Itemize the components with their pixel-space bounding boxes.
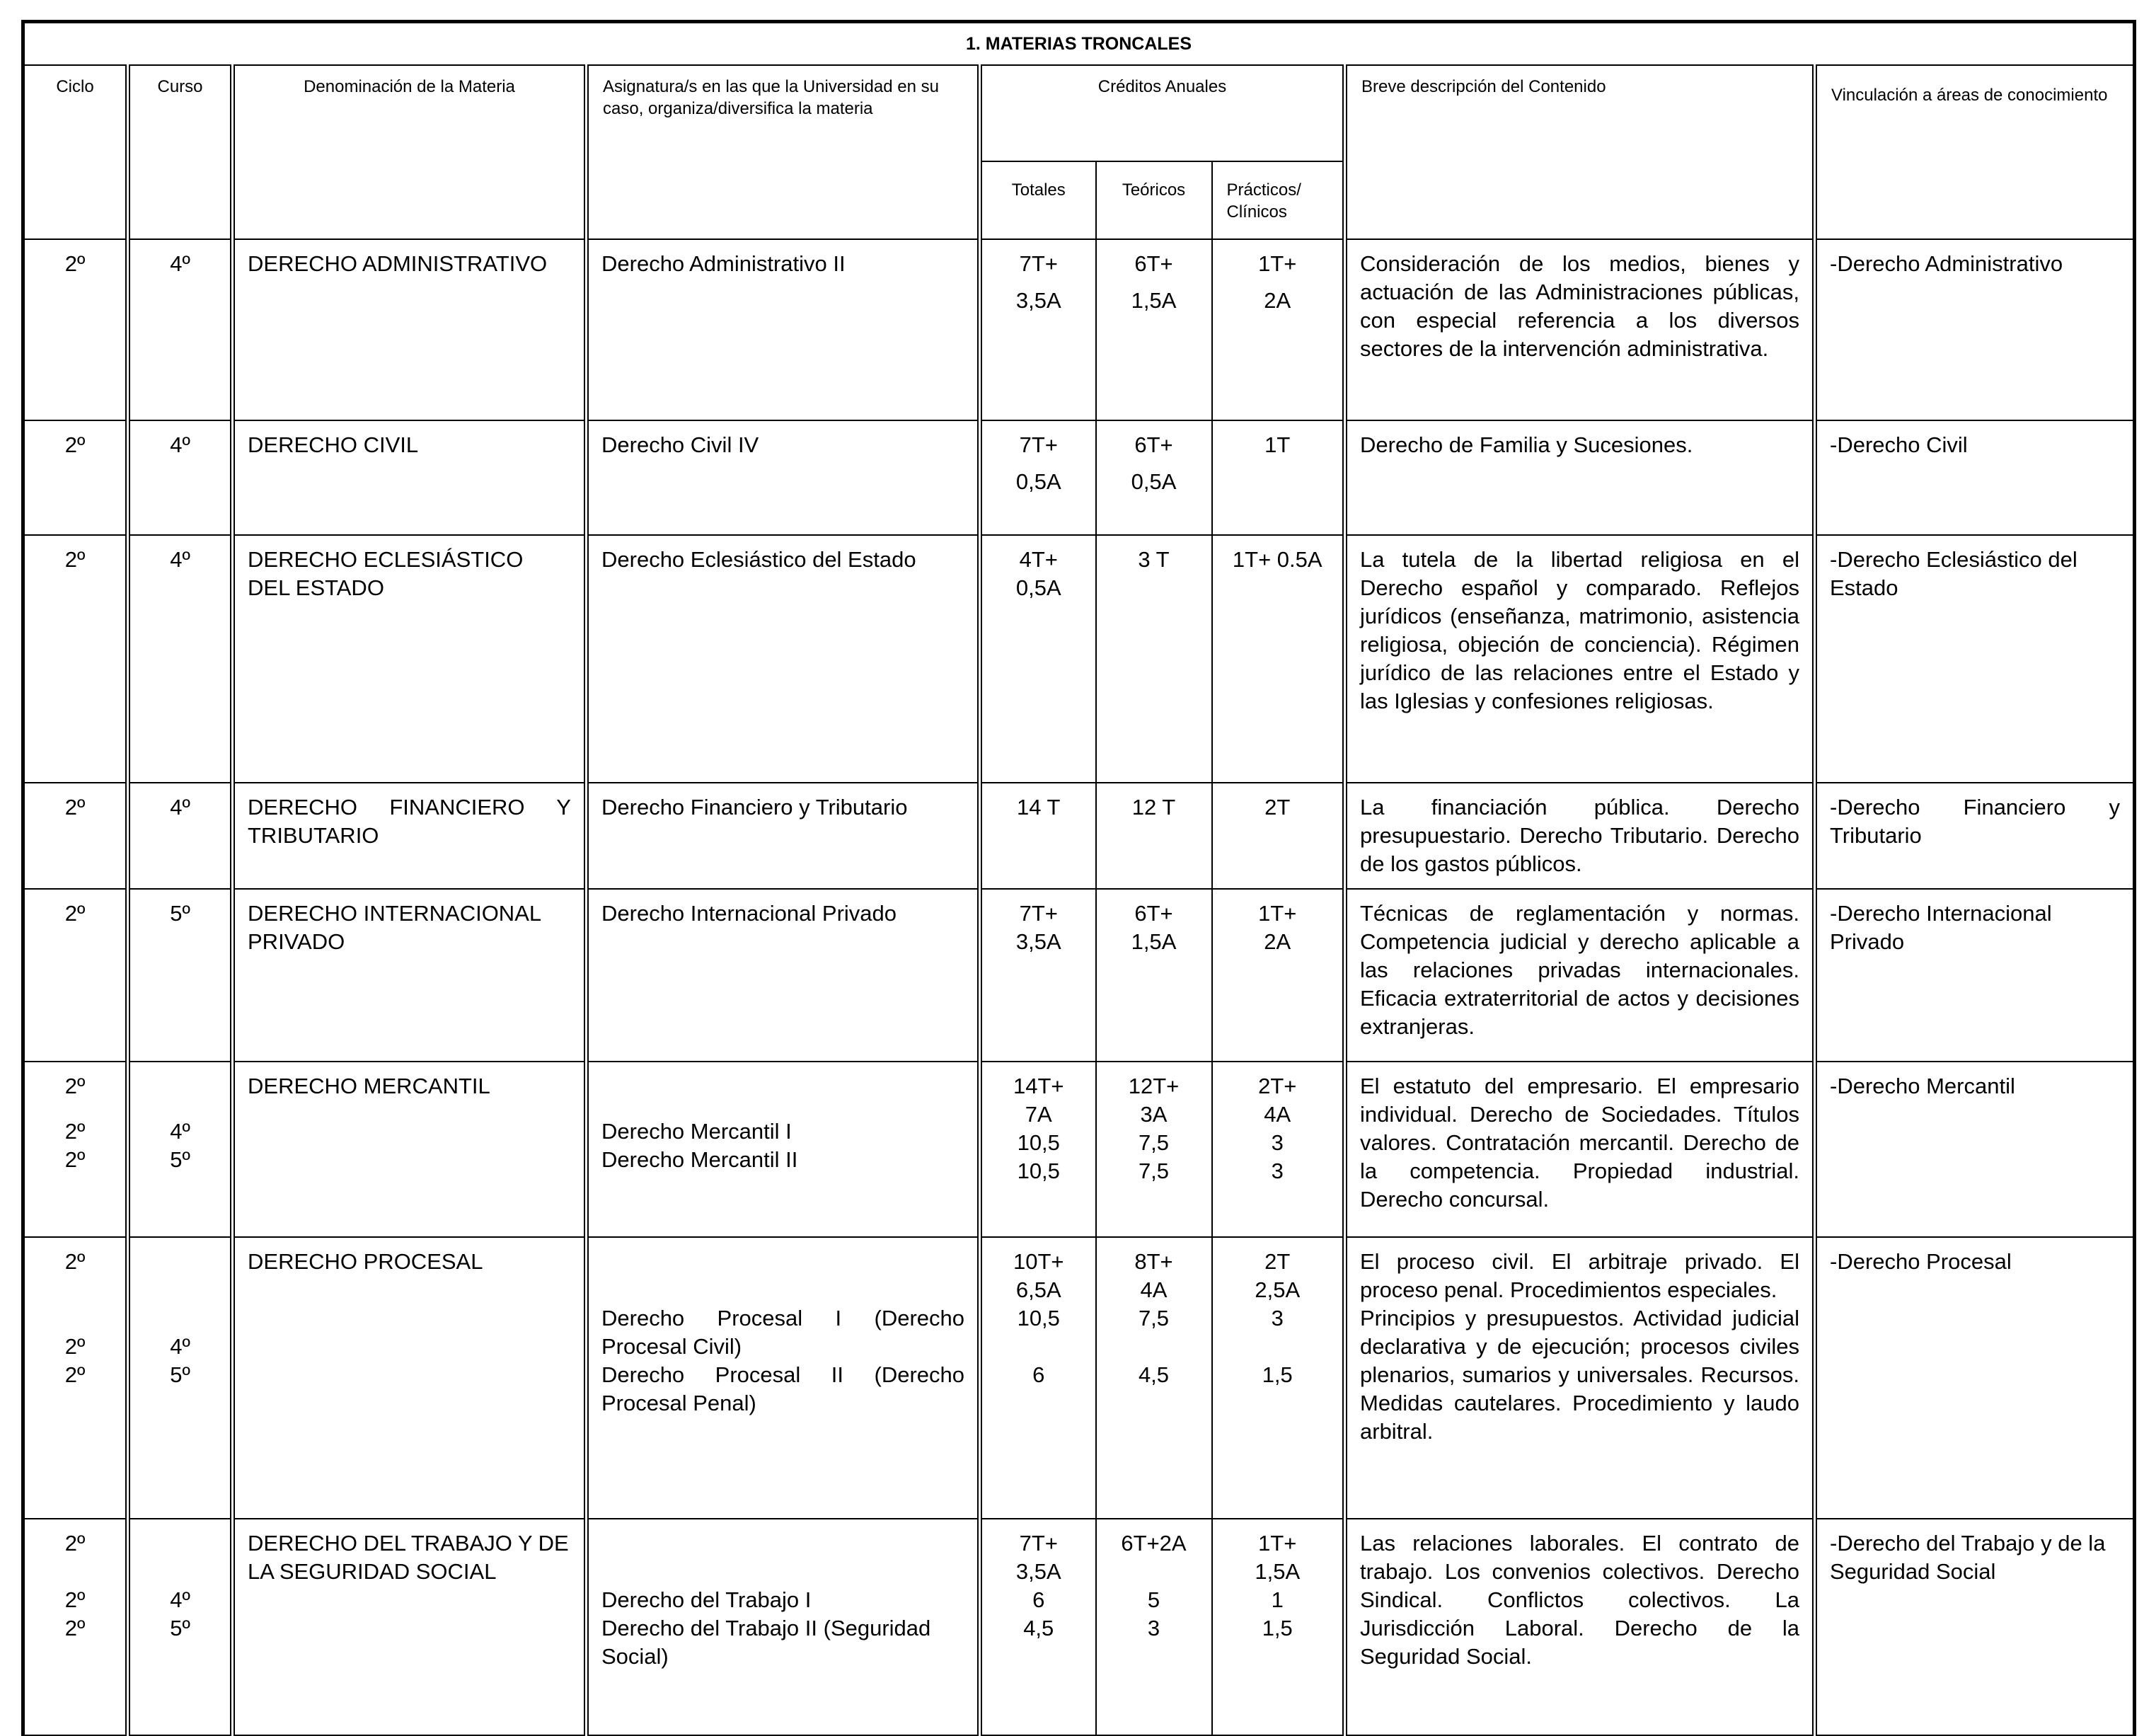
totales-value: 7T+	[1019, 432, 1058, 457]
ciclo-value: 2º	[64, 1616, 86, 1640]
totales-value: 10,5	[1017, 1130, 1060, 1155]
header-asignaturas: Asignatura/s en las que la Universidad en su caso, organiza/diversifica la materia	[587, 65, 980, 239]
ciclo-cell: 2º	[23, 889, 128, 1062]
ciclo-cell	[23, 1237, 128, 1519]
teoricos-value: 7,5	[1138, 1159, 1170, 1183]
totales-value: 6	[1032, 1587, 1045, 1612]
descripcion-paragraph: Principios y presupuestos. Actividad judicial declarativa y de ejecución; procesos civiles plenarios, sumarios y universales. Recursos. Medidas cautelares. Procedimiento y laudo arbitral.	[1360, 1306, 1799, 1444]
ciclo-value: 2º	[64, 1334, 86, 1359]
totales-value: 7T+	[1019, 251, 1058, 276]
table-row	[23, 889, 2135, 1062]
ciclo-value: 2º	[64, 1119, 86, 1144]
asignatura-value: Derecho Mercantil I	[601, 1119, 792, 1144]
curso-value	[134, 1248, 226, 1276]
teoricos-cell	[1096, 1062, 1212, 1237]
teoricos-value: 1,5A	[1131, 288, 1177, 313]
header-curso: Curso	[128, 65, 233, 239]
table-row	[23, 1062, 2135, 1237]
ciclo-value: 2º	[64, 1074, 86, 1098]
practicos-value: 2T+	[1258, 1074, 1297, 1098]
teoricos-value: 3 T	[1138, 547, 1170, 572]
teoricos-cell	[1096, 1237, 1212, 1519]
ciclo-cell	[23, 1062, 128, 1237]
totales-value: 14T+	[1013, 1074, 1064, 1098]
vinculacion-cell: -Derecho Procesal	[1815, 1237, 2135, 1519]
practicos-value: 1	[1271, 1587, 1284, 1612]
materia-cell: DERECHO DEL TRABAJO Y DE LA SEGURIDAD SOCIAL	[233, 1519, 587, 1735]
practicos-value: 2T	[1264, 795, 1291, 820]
teoricos-cell	[1096, 1519, 1212, 1735]
materia-cell: DERECHO ADMINISTRATIVO	[233, 239, 587, 420]
descripcion-cell: La tutela de la libertad religiosa en el Derecho español y comparado. Reflejos jurídicos (enseñanza, matrimonio, asistencia religiosa, objeción de conciencia). Régimen jurídico de las relaciones entre el Estado y las Iglesias y confesiones religiosas.	[1345, 535, 1815, 783]
totales-cell	[980, 1237, 1096, 1519]
teoricos-value: 12 T	[1131, 795, 1176, 820]
teoricos-cell	[1096, 535, 1212, 783]
practicos-value: 3	[1271, 1306, 1284, 1330]
curso-value	[134, 1529, 226, 1558]
practicos-value: 3	[1271, 1130, 1284, 1155]
header-descripcion: Breve descripción del Contenido	[1345, 65, 1815, 239]
ciclo-cell: 2º	[23, 239, 128, 420]
curso-value: 4º	[170, 1587, 190, 1612]
curso-value: 4º	[170, 1119, 190, 1144]
materias-troncales-table	[21, 20, 2136, 1736]
teoricos-value: 0,5A	[1131, 469, 1177, 494]
descripcion-cell: Las relaciones laborales. El contrato de trabajo. Los convenios colectivos. Derecho Sindical. Conflictos colectivos. La Jurisdicción Laboral. Derecho de la Seguridad Social.	[1345, 1519, 1815, 1735]
curso-cell: 4º	[128, 535, 233, 783]
ciclo-cell: 2º	[23, 420, 128, 535]
curso-value: 5º	[170, 1147, 190, 1172]
table-row	[23, 1519, 2135, 1735]
practicos-cell	[1212, 783, 1345, 889]
ciclo-value: 2º	[64, 1147, 86, 1172]
practicos-cell	[1212, 239, 1345, 420]
materia-cell: DERECHO ECLESIÁSTICO DEL ESTADO	[233, 535, 587, 783]
asignatura-value: Derecho del Trabajo I	[601, 1587, 812, 1612]
teoricos-value: 5	[1147, 1587, 1160, 1612]
curso-cell	[128, 1237, 233, 1519]
table-row	[23, 420, 2135, 535]
totales-value: 14 T	[1017, 795, 1061, 820]
totales-cell	[980, 889, 1096, 1062]
teoricos-value: 1,5A	[1131, 929, 1177, 954]
table-title: 1. MATERIAS TRONCALES	[23, 22, 2135, 66]
descripcion-cell: Derecho de Familia y Sucesiones.	[1345, 420, 1815, 535]
header-totales: Totales	[980, 161, 1096, 239]
header-creditos: Créditos Anuales	[980, 65, 1345, 161]
asignatura-cell: Derecho Financiero y Tributario	[587, 783, 980, 889]
totales-cell	[980, 1062, 1096, 1237]
curso-cell: 4º	[128, 420, 233, 535]
header-ciclo: Ciclo	[23, 65, 128, 239]
curso-value: 5º	[170, 1616, 190, 1640]
asignatura-cell	[587, 1237, 980, 1519]
asignatura-cell	[587, 1062, 980, 1237]
asignatura-cell: Derecho Civil IV	[587, 420, 980, 535]
ciclo-cell: 2º	[23, 783, 128, 889]
table-row	[23, 535, 2135, 783]
ciclo-value: 2º	[64, 1362, 86, 1387]
header-denominacion: Denominación de la Materia	[233, 65, 587, 239]
table-row	[23, 783, 2135, 889]
practicos-value: 1T	[1264, 432, 1291, 457]
ciclo-cell: 2º	[23, 535, 128, 783]
descripcion-cell	[1345, 1237, 1815, 1519]
teoricos-value: 4A	[1140, 1277, 1168, 1302]
asignatura-value: Derecho Procesal I (Derecho Procesal Civil)	[601, 1306, 964, 1359]
practicos-value: 2A	[1264, 929, 1291, 954]
practicos-value: 1T+	[1258, 1531, 1297, 1556]
totales-value: 4,5	[1023, 1616, 1054, 1640]
ciclo-cell	[23, 1519, 128, 1735]
totales-value: 3,5A	[1015, 929, 1061, 954]
practicos-cell	[1212, 420, 1345, 535]
teoricos-value: 3	[1147, 1616, 1160, 1640]
title-row	[23, 22, 2135, 66]
totales-value: 10,5	[1017, 1306, 1060, 1330]
ciclo-value: 2º	[64, 1249, 86, 1274]
asignatura-value: Derecho del Trabajo II (Seguridad Social)	[601, 1616, 931, 1669]
asignatura-cell: Derecho Eclesiástico del Estado	[587, 535, 980, 783]
materia-cell: DERECHO MERCANTIL	[233, 1062, 587, 1237]
totales-value: 3,5A	[1015, 1559, 1061, 1584]
totales-value: 0,5A	[1015, 575, 1061, 600]
totales-cell	[980, 420, 1096, 535]
ciclo-value: 2º	[64, 1531, 86, 1556]
totales-cell	[980, 239, 1096, 420]
practicos-value: 1,5	[1262, 1362, 1293, 1387]
curso-value: 4º	[170, 1334, 190, 1359]
totales-value: 7T+	[1019, 901, 1058, 926]
curso-cell: 5º	[128, 889, 233, 1062]
teoricos-value: 3A	[1140, 1102, 1168, 1127]
header-row-1	[23, 65, 2135, 161]
vinculacion-cell: -Derecho Financiero y Tributario	[1815, 783, 2135, 889]
vinculacion-cell: -Derecho del Trabajo y de la Seguridad Social	[1815, 1519, 2135, 1735]
teoricos-value: 8T+	[1134, 1249, 1173, 1274]
vinculacion-cell: -Derecho Administrativo	[1815, 239, 2135, 420]
teoricos-cell	[1096, 889, 1212, 1062]
ciclo-value: 2º	[64, 1587, 86, 1612]
practicos-value: 4A	[1264, 1102, 1291, 1127]
header-practicos: Prácticos/ Clínicos	[1212, 161, 1345, 239]
teoricos-value: 6T+	[1134, 251, 1173, 276]
asignatura-cell	[587, 1519, 980, 1735]
practicos-value: 1,5A	[1255, 1559, 1301, 1584]
descripcion-cell: La financiación pública. Derecho presupuestario. Derecho Tributario. Derecho de los gastos públicos.	[1345, 783, 1815, 889]
descripcion-paragraph: El proceso civil. El arbitraje privado. El proceso penal. Procedimientos especiales.	[1360, 1249, 1799, 1302]
practicos-value: 2A	[1264, 288, 1291, 313]
practicos-cell	[1212, 1519, 1345, 1735]
vinculacion-cell: -Derecho Civil	[1815, 420, 2135, 535]
practicos-cell	[1212, 535, 1345, 783]
practicos-value: 3	[1271, 1159, 1284, 1183]
practicos-value: 1T+	[1258, 901, 1297, 926]
totales-value: 10,5	[1017, 1159, 1060, 1183]
asignatura-cell: Derecho Internacional Privado	[587, 889, 980, 1062]
totales-cell	[980, 535, 1096, 783]
teoricos-cell	[1096, 420, 1212, 535]
header-teoricos: Teóricos	[1096, 161, 1212, 239]
descripcion-cell: Técnicas de reglamentación y normas. Competencia judicial y derecho aplicable a las relaciones privadas internacionales. Eficacia extraterritorial de actos y decisiones extranjeras.	[1345, 889, 1815, 1062]
descripcion-cell: Consideración de los medios, bienes y actuación de las Administraciones públicas, con especial referencia a los diversos sectores de la intervención administrativa.	[1345, 239, 1815, 420]
practicos-value: 2,5A	[1255, 1277, 1301, 1302]
curso-value	[134, 1072, 226, 1100]
totales-value: 10T+	[1013, 1249, 1064, 1274]
teoricos-value: 7,5	[1138, 1130, 1170, 1155]
curso-cell: 4º	[128, 239, 233, 420]
totales-value: 3,5A	[1015, 288, 1061, 313]
materia-cell: DERECHO INTERNACIONAL PRIVADO	[233, 889, 587, 1062]
vinculacion-cell: -Derecho Internacional Privado	[1815, 889, 2135, 1062]
totales-value: 4T+	[1019, 547, 1058, 572]
curso-value: 5º	[170, 1362, 190, 1387]
practicos-value: 1T+	[1258, 251, 1297, 276]
practicos-value: 1,5	[1262, 1616, 1293, 1640]
totales-value: 7A	[1025, 1102, 1052, 1127]
totales-cell	[980, 783, 1096, 889]
teoricos-value: 6T+2A	[1121, 1531, 1187, 1556]
teoricos-cell	[1096, 239, 1212, 420]
vinculacion-cell: -Derecho Eclesiástico del Estado	[1815, 535, 2135, 783]
teoricos-cell	[1096, 783, 1212, 889]
table-row	[23, 239, 2135, 420]
totales-value: 7T+	[1019, 1531, 1058, 1556]
teoricos-value: 6T+	[1134, 432, 1173, 457]
totales-value: 6	[1032, 1362, 1045, 1387]
teoricos-value: 12T+	[1128, 1074, 1180, 1098]
teoricos-value: 7,5	[1138, 1306, 1170, 1330]
teoricos-value: 6T+	[1134, 901, 1173, 926]
totales-value: 6,5A	[1015, 1277, 1061, 1302]
curso-cell	[128, 1062, 233, 1237]
asignatura-cell: Derecho Administrativo II	[587, 239, 980, 420]
asignatura-value: Derecho Mercantil II	[601, 1147, 798, 1172]
asignatura-value: Derecho Procesal II (Derecho Procesal Penal)	[601, 1362, 964, 1415]
materia-cell: DERECHO FINANCIERO Y TRIBUTARIO	[233, 783, 587, 889]
vinculacion-cell: -Derecho Mercantil	[1815, 1062, 2135, 1237]
curso-cell: 4º	[128, 783, 233, 889]
document-page	[21, 20, 2133, 1736]
materia-cell: DERECHO PROCESAL	[233, 1237, 587, 1519]
practicos-value: 1T+ 0.5A	[1232, 547, 1322, 572]
totales-cell	[980, 1519, 1096, 1735]
teoricos-value: 4,5	[1138, 1362, 1170, 1387]
practicos-cell	[1212, 1237, 1345, 1519]
practicos-cell	[1212, 1062, 1345, 1237]
practicos-cell	[1212, 889, 1345, 1062]
practicos-value: 2T	[1264, 1249, 1291, 1274]
header-vinculacion: Vinculación a áreas de conocimiento	[1815, 65, 2135, 239]
curso-cell	[128, 1519, 233, 1735]
materia-cell: DERECHO CIVIL	[233, 420, 587, 535]
descripcion-cell: El estatuto del empresario. El empresario individual. Derecho de Sociedades. Títulos valores. Contratación mercantil. Derecho de la competencia. Propiedad industrial. Derecho concursal.	[1345, 1062, 1815, 1237]
table-row	[23, 1237, 2135, 1519]
totales-value: 0,5A	[1015, 469, 1061, 494]
